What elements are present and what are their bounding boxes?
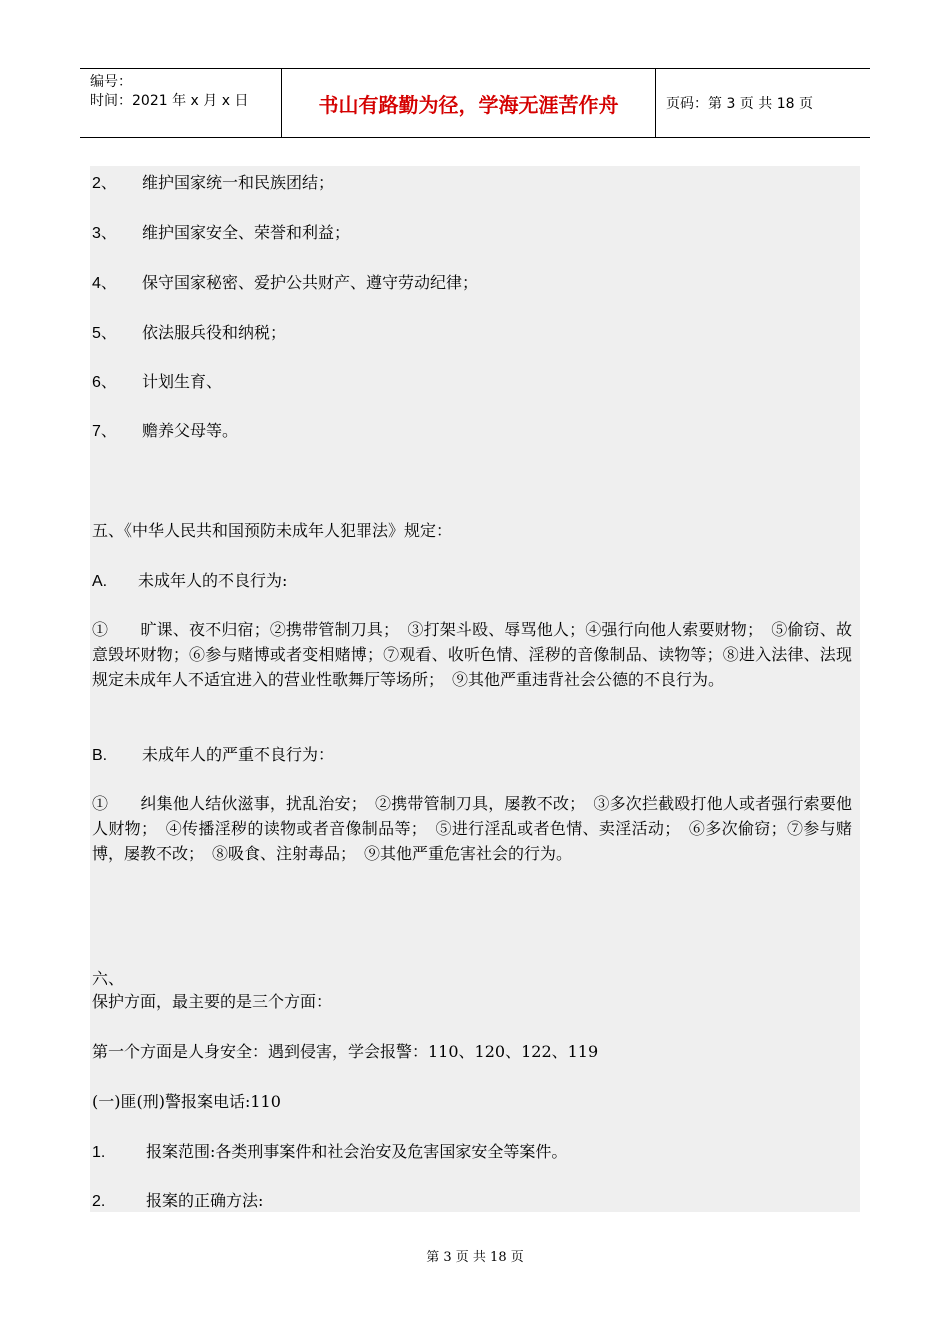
b-body-paragraph: ① 纠集他人结伙滋事，扰乱治安； ②携带管制刀具，屡教不改； ③多次拦截殴打他人或者强行索要他人财物； ④传播淫秽的读物或者音像制品等； ⑤进行淫乱或者色情、卖淫活动； ⑥多次偷窃；⑦参与赌博，屡教不改； ⑧吸食、注射毒品； ⑨其他严重危害社会的行为。	[92, 794, 852, 863]
duty-item: 5、 依法服兵役和纳税；	[92, 323, 287, 342]
time-label: 时间：2021 年 x 月 x 日	[90, 93, 249, 109]
list-item: 1. 报案范围:各类刑事案件和社会治安及危害国家安全等案件。	[92, 1142, 568, 1161]
duty-item: 4、 保守国家秘密、爱护公共财产、遵守劳动纪律；	[92, 273, 479, 292]
duty-item: 7、 赡养父母等。	[92, 421, 239, 440]
b-heading: B. 未成年人的严重不良行为：	[92, 745, 335, 764]
a-heading: A. 未成年人的不良行为:	[92, 571, 288, 590]
a-body-paragraph: ① 旷课、夜不归宿；②携带管制刀具； ③打架斗殴、辱骂他人；④强行向他人索要财物； ⑤偷窃、故意毁坏财物；⑥参与赌博或者变相赌博；⑦观看、收听色情、淫秽的音像制品、读物等；⑧进入法律、法现规定未成年人不适宜进入的营业性歌舞厅等场所； ⑨其他严重违背社会公德的不良行为。	[92, 620, 852, 689]
list-item: 2. 报案的正确方法:	[92, 1191, 264, 1210]
first-aspect-line: 第一个方面是人身安全：遇到侵害，学会报警：110、120、122、119	[92, 1042, 599, 1061]
section5-title: 五、《中华人民共和国预防未成年人犯罪法》规定：	[92, 521, 453, 540]
page-footer: 第 3 页 共 18 页	[426, 1250, 524, 1265]
header-motto: 书山有路勤为径，学海无涯苦作舟	[282, 69, 656, 137]
header-page-info: 页码：第 3 页 共 18 页	[666, 96, 813, 112]
police-title: (一)匪(刑)警报案电话:110	[92, 1092, 281, 1111]
section6-title: 保护方面，最主要的是三个方面：	[92, 992, 333, 1011]
duty-item: 3、 维护国家安全、荣誉和利益；	[92, 223, 351, 242]
page-header	[80, 68, 870, 138]
document-body	[90, 166, 860, 1212]
duty-item: 6、 计划生育、	[92, 372, 223, 391]
duty-item: 2、 维护国家统一和民族团结；	[92, 173, 335, 192]
code-label: 编号：	[90, 74, 132, 90]
section6-number: 六、	[92, 969, 125, 988]
header-meta	[80, 69, 282, 137]
